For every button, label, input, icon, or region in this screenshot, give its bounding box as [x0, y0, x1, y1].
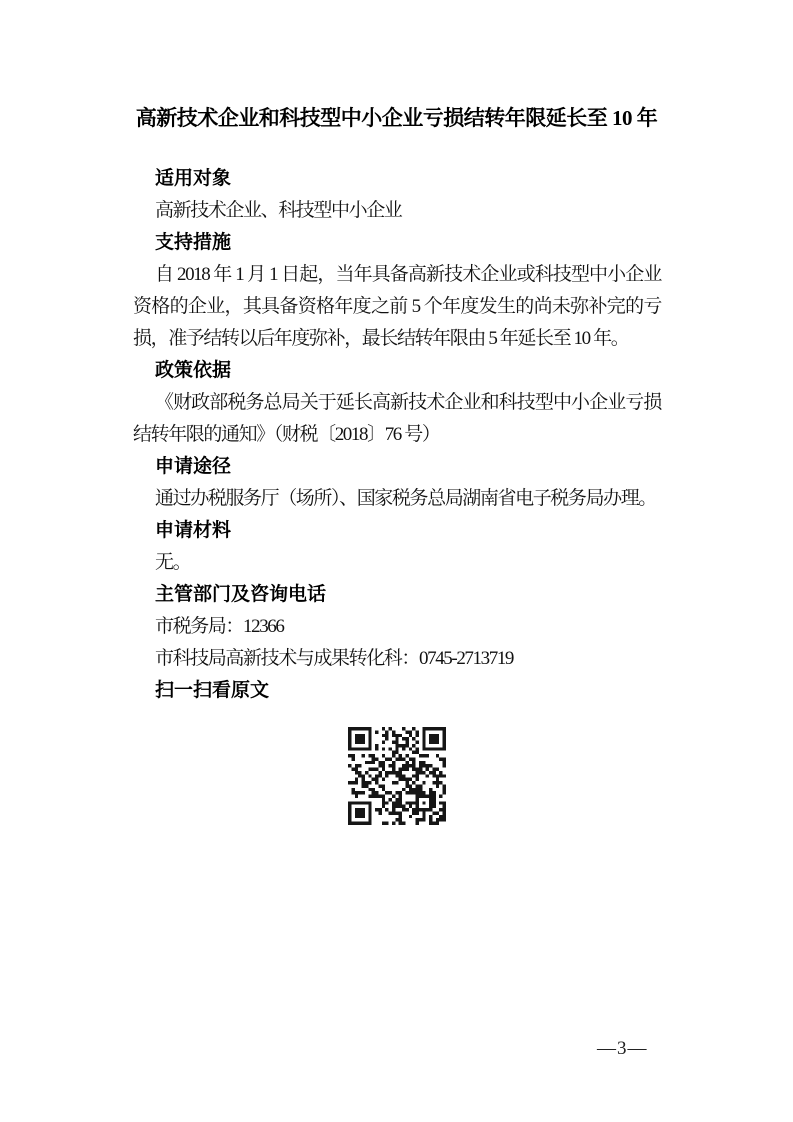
- section-policy-basis-paragraph: 《财政部税务总局关于延长高新技术企业和科技型中小企业亏损结转年限的通知》（财税〔2018〕76 号）: [133, 392, 661, 445]
- section-application-channel-heading: 申请途径: [155, 456, 232, 477]
- qr-code-icon: [348, 727, 446, 825]
- section-application-channel-paragraph: 通过办税服务厅（场所）、国家税务总局湖南省电子税务局办理。: [155, 488, 656, 509]
- section-policy-basis-heading: 政策依据: [155, 360, 232, 381]
- section-policy-basis: [133, 355, 661, 451]
- section-contact: [133, 579, 661, 675]
- page-number: —3—: [597, 1038, 648, 1059]
- section-measures-paragraph: 自 2018 年 1 月 1 日起，当年具备高新技术企业或科技型中小企业资格的企业，其具备资格年度之前 5 个年度发生的尚未弥补完的亏损，准予结转以后年度弥补，最长结转年限由 5 年延长至 10 年。: [133, 264, 661, 349]
- section-measures-heading: 支持措施: [155, 232, 232, 253]
- section-application-channel: [133, 451, 661, 515]
- section-target-heading: 适用对象: [155, 168, 232, 189]
- section-target: [133, 163, 661, 227]
- document-title: 高新技术企业和科技型中小企业亏损结转年限延长至 10 年: [135, 106, 658, 130]
- document-body: [133, 163, 661, 830]
- section-scan-original: [133, 675, 661, 707]
- section-contact-heading: 主管部门及咨询电话: [155, 584, 327, 605]
- qr-code-container: [133, 727, 661, 830]
- section-contact-tax-bureau: 市税务局：12366: [155, 616, 284, 637]
- section-contact-science-bureau: 市科技局高新技术与成果转化科：0745-2713719: [155, 648, 514, 669]
- section-measures: [133, 227, 661, 355]
- section-application-materials-heading: 申请材料: [155, 520, 232, 541]
- section-scan-original-heading: 扫一扫看原文: [155, 680, 270, 701]
- section-target-paragraph: 高新技术企业、科技型中小企业: [155, 200, 402, 221]
- section-application-materials: [133, 515, 661, 579]
- section-application-materials-paragraph: 无。: [155, 552, 191, 573]
